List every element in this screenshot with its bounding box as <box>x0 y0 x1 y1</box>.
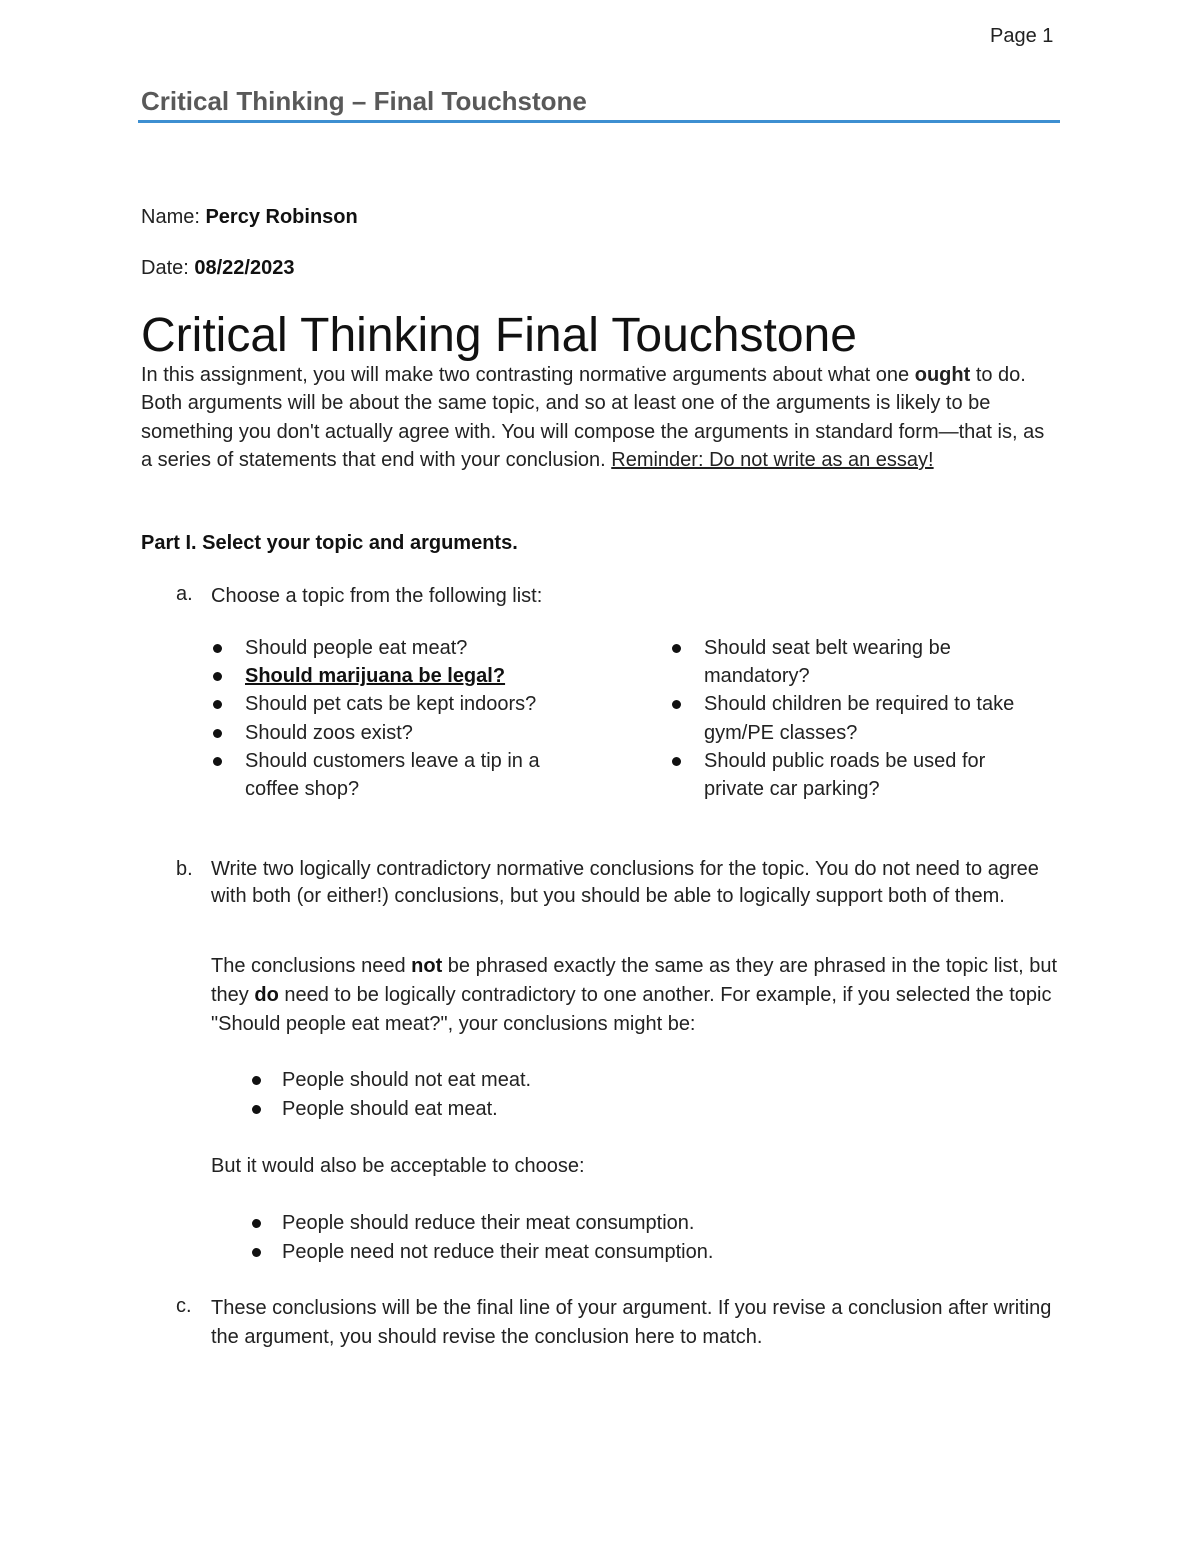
name-field <box>141 206 358 229</box>
topic-list-left <box>211 634 591 803</box>
header-title: Critical Thinking – Final Touchstone <box>141 86 587 116</box>
intro-bold-ought: ought <box>914 364 971 386</box>
topic-list-right <box>670 634 1050 803</box>
item-a-letter: a. <box>176 583 193 605</box>
date-value: 08/22/2023 <box>194 257 295 279</box>
example-item: People should not eat meat. <box>246 1066 531 1095</box>
intro-reminder: Reminder: Do not write as an essay! <box>611 449 934 472</box>
bullet-icon <box>672 757 681 766</box>
also-acceptable-text: But it would also be acceptable to choose: <box>211 1155 585 1177</box>
intro-text-2: to do. Both arguments will be about the same topic, and so at least one of the arguments is likely to be something you don't actually agree with. You will compose the arguments in standard form—that is, as a series of statements that end with your conclusion. <box>141 364 1045 472</box>
topic-item-selected <box>211 662 591 690</box>
part-1-heading: Part I. Select your topic and arguments. <box>141 532 518 554</box>
bullet-icon <box>213 700 222 709</box>
example-list-1 <box>246 1066 531 1123</box>
bullet-icon <box>672 644 681 653</box>
bullet-icon <box>672 700 681 709</box>
bullet-icon <box>252 1105 261 1114</box>
date-field <box>141 257 294 280</box>
intro-text-1: In this assignment, you will make two contrasting normative arguments about what one <box>141 364 915 386</box>
page-title: Critical Thinking Final Touchstone <box>141 309 857 362</box>
topic-item: Should pet cats be kept indoors? <box>211 690 591 718</box>
bullet-icon <box>213 672 222 681</box>
topic-item: Should people eat meat? <box>211 634 591 662</box>
topic-item: Should zoos exist? <box>211 719 591 747</box>
topic-item: Should public roads be used for private car parking? <box>670 747 1024 803</box>
item-a-text: Choose a topic from the following list: <box>211 585 543 607</box>
example-list-2 <box>246 1209 713 1266</box>
selected-topic: Should marijuana be legal? <box>245 665 506 688</box>
example-item: People should reduce their meat consumption. <box>246 1209 713 1238</box>
item-c-letter: c. <box>176 1295 192 1317</box>
name-label: Name: <box>141 206 200 228</box>
page-number: Page 1 <box>990 25 1054 47</box>
bullet-icon <box>252 1248 261 1257</box>
bullet-icon <box>213 644 222 653</box>
header-rule <box>138 120 1060 123</box>
name-value: Percy Robinson <box>205 206 358 228</box>
bullet-icon <box>252 1219 261 1228</box>
bold-not: not <box>411 955 443 977</box>
topic-item: Should children be required to take gym/PE classes? <box>670 690 1050 746</box>
item-c-text: These conclusions will be the final line of your argument. If you revise a conclusion after writing the argument, you should revise the conclusion here to match. <box>211 1297 1052 1348</box>
item-b-text: Write two logically contradictory normative conclusions for the topic. You do not need to agree with both (or either!) conclusions, but you should be able to logically support both of them. <box>211 858 1039 908</box>
conclusion-explanation: The conclusions need not be phrased exactly the same as they are phrased in the topic list, but they do need to be logically contradictory to one another. For example, if you selected the topic "Should people eat meat?", your conclusions might be: <box>211 955 1058 1035</box>
example-item: People need not reduce their meat consumption. <box>246 1238 713 1267</box>
bold-do: do <box>254 983 279 1006</box>
bullet-icon <box>252 1076 261 1085</box>
intro-paragraph <box>141 361 1051 475</box>
item-b-letter: b. <box>176 858 193 880</box>
date-label: Date: <box>141 257 189 279</box>
bullet-icon <box>213 757 222 766</box>
topic-item: Should seat belt wearing be mandatory? <box>670 634 994 690</box>
example-item: People should eat meat. <box>246 1095 531 1124</box>
topic-item: Should customers leave a tip in a coffee shop? <box>211 747 555 803</box>
bullet-icon <box>213 729 222 738</box>
